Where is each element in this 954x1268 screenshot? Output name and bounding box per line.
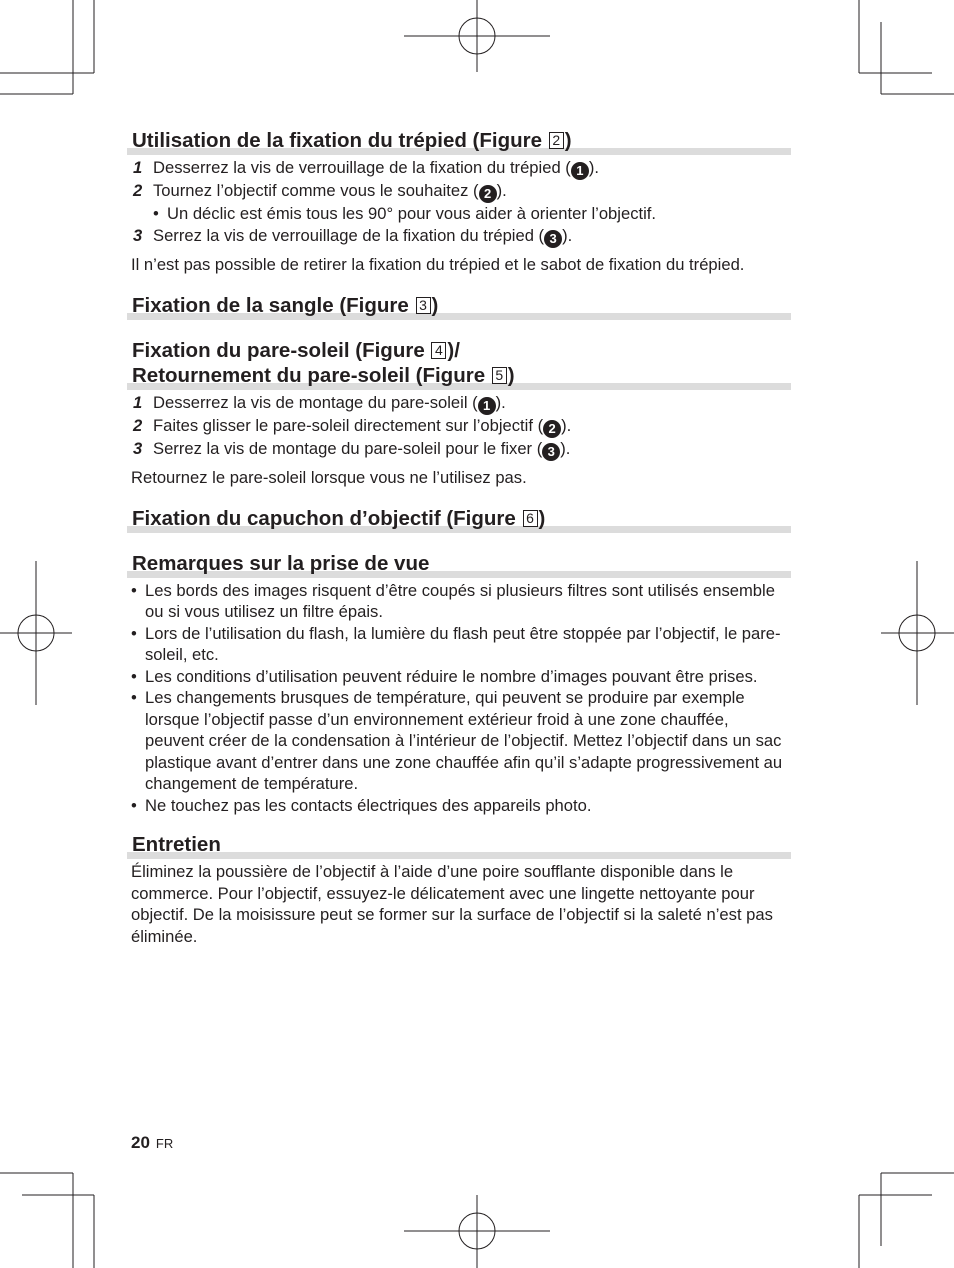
steps-list [131, 392, 791, 461]
title-underline-bar [127, 852, 791, 859]
step-item: 3 Serrez la vis de verrouillage de la fixation du trépied ( 3 ). [133, 225, 573, 246]
section-title: Utilisation de la fixation du trépied (Figure 2 ) [132, 128, 791, 153]
section-cap [131, 506, 791, 531]
circled-number-icon: 3 [542, 443, 560, 461]
section-remarks [131, 551, 791, 817]
circled-number-icon: 1 [571, 162, 589, 180]
note-text: Retournez le pare-soleil lorsque vous ne l’utilisez pas. [131, 468, 527, 487]
section-title-line2: Retournement du pare-soleil (Figure 5 ) [132, 363, 791, 388]
note-text: Il n’est pas possible de retirer la fixation du trépied et le sabot de fixation du trépied. [131, 254, 745, 274]
circled-number-icon: 1 [478, 397, 496, 415]
section-hood [131, 338, 791, 489]
circled-number-icon: 2 [543, 420, 561, 438]
figure-number: 4 [431, 342, 446, 359]
language-code: FR [155, 1136, 174, 1151]
section-title: Fixation de la sangle (Figure 3 ) [132, 293, 791, 318]
section-title: Entretien [132, 832, 791, 857]
page-number: 20 [131, 1133, 150, 1152]
page-content [131, 128, 791, 947]
list-item: • Lors de l’utilisation du flash, la lumière du flash peut être stoppée par l’objectif, le pare-soleil, etc. [131, 623, 791, 666]
step-item: 3 Serrez la vis de montage du pare-soleil pour le fixer ( 3 ). [133, 439, 571, 459]
list-item: • Ne touchez pas les contacts électriques des appareils photo. [131, 795, 791, 817]
circled-number-icon: 2 [479, 185, 497, 203]
figure-number: 3 [416, 297, 431, 314]
page-footer [131, 1133, 173, 1153]
section-tripod [131, 128, 791, 275]
section-strap [131, 293, 791, 318]
care-text: Éliminez la poussière de l’objectif à l’aide d’une poire soufflante disponible dans le commerce. Pour l’objectif, essuyez-le délicatement avec une lingette nettoyante pour objectif. De la moisissure peut se former sur la surface de l’objectif si la saleté n’est pas éliminée. [131, 862, 773, 946]
section-care [131, 832, 791, 947]
section-title: Fixation du capuchon d’objectif (Figure 6 ) [132, 506, 791, 531]
step-item: 1 Desserrez la vis de verrouillage de la fixation du trépied ( 1 ). [133, 158, 599, 178]
step-item: 2 Tournez l’objectif comme vous le souhaitez ( 2 ). [133, 181, 507, 201]
figure-number: 2 [549, 132, 564, 149]
sub-bullet: • Un déclic est émis tous les 90° pour vous aider à orienter l’objectif. [153, 204, 657, 223]
circled-number-icon: 3 [544, 230, 562, 248]
list-item: • Les bords des images risquent d’être coupés si plusieurs filtres sont utilisés ensemble ou si vous utilisez un filtre épais. [131, 580, 791, 623]
list-item: • Les conditions d’utilisation peuvent réduire le nombre d’images pouvant être prises. [131, 666, 791, 688]
section-title-line1: Fixation du pare-soleil (Figure 4 )/ [132, 339, 460, 362]
step-item: 1 Desserrez la vis de montage du pare-soleil ( 1 ). [133, 393, 506, 413]
figure-number: 6 [523, 510, 538, 527]
section-title: Remarques sur la prise de vue [132, 551, 791, 576]
step-item: 2 Faites glisser le pare-soleil directement sur l’objectif ( 2 ). [133, 416, 572, 436]
remarks-list [131, 580, 791, 817]
list-item: • Les changements brusques de température, qui peuvent se produire par exemple lorsque l’objectif passe d’un environnement extérieur froid à une zone chauffée, peuvent créer de la condensation à l’intérieur de l’objectif. Mettez l’objectif dans un sac plastique avant d’entrer dans une zone chauffée afin qu’il s’adapte progressivement au changement de température. [131, 687, 791, 795]
figure-number: 5 [492, 367, 507, 384]
steps-list [131, 157, 791, 248]
